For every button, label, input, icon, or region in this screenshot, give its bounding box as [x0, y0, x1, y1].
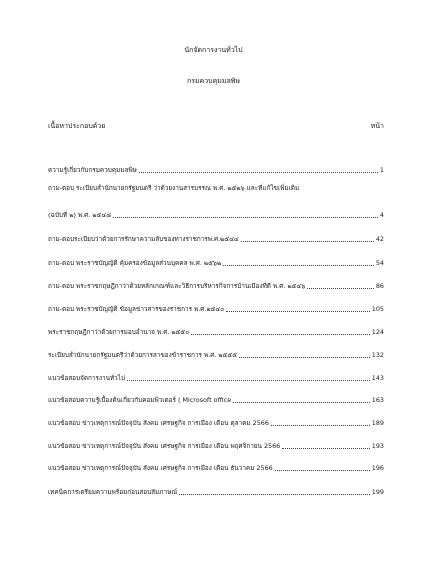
toc-leader [127, 380, 370, 381]
toc-entry [48, 235, 384, 244]
toc-entry-label: ถาม-ตอบระเบียบว่าด้วยการรักษาความลับของทางราชการพ.ศ.๒๕๔๔ [48, 235, 239, 243]
toc-entry-label: (ฉบับที่ ๒) พ.ศ. ๒๕๔๘ [48, 211, 112, 219]
toc-entry-label: แนวข้อสอบความรู้เบื้องต้นเกี่ยวกับคอมพิวเตอร์ ( Microsoft office [48, 396, 232, 404]
toc-entry-page: 4 [379, 211, 384, 219]
toc-entry-label: ถาม-ตอบ พระราชบัญญัติ คุ้มครองข้อมูลส่วนบุคคล พ.ศ. ๒๕๖๒ [48, 259, 222, 267]
toc-entry-page: 86 [375, 282, 384, 290]
toc-entry-label: แนวข้อสอบ ข่าวเหตุการณ์ปัจจุบัน สังคม เศรษฐกิจ การเมือง เดือน ตุลาคม 2566 [48, 419, 269, 427]
toc-entry-page: 189 [371, 419, 384, 427]
document-subtitle: กรมควบคุมมลพิษ [186, 77, 241, 85]
toc-entry-page: 196 [371, 464, 384, 472]
toc-leader [113, 217, 378, 218]
toc-entry-page: 124 [371, 328, 384, 336]
toc-entry [48, 396, 384, 405]
toc-leader [307, 288, 374, 289]
toc-leader [139, 172, 378, 173]
toc-leader [239, 357, 370, 358]
toc-entry [48, 351, 384, 360]
toc-entry-page: 42 [375, 235, 384, 243]
toc-entry-label: ถาม-ตอบ พระราชกฤษฎีกาว่าด้วยหลักเกณฑ์และวิธีการบริหารกิจการบ้านเมืองที่ดี พ.ศ. ๒๕๔๖ [48, 282, 306, 290]
toc-leader [241, 241, 374, 242]
toc-entry-page: 193 [371, 442, 384, 450]
toc-leader [271, 425, 370, 426]
toc-entry [48, 442, 384, 451]
toc-leader [191, 334, 370, 335]
toc-entry-page: 54 [375, 259, 384, 267]
toc-entry [48, 305, 384, 314]
document-title: นักจัดการงานทั่วไป [184, 46, 243, 54]
toc-entry-label: เทคนิคการเตรียมความพร้อมก่อนสอบสัมภาษณ์ [48, 488, 178, 496]
toc-entry-page: 163 [371, 396, 384, 404]
toc-leader [179, 494, 370, 495]
toc-entry-label: พระราชกฤษฎีกาว่าด้วยการมอบอำนาจ พ.ศ. ๒๕๕๐ [48, 328, 190, 336]
toc-entry-label: แนวข้อสอบจัดการงานทั่วไป [48, 374, 126, 382]
toc-entry-page: 132 [371, 351, 384, 359]
toc-entry [48, 211, 384, 220]
toc-leader [223, 265, 374, 266]
toc-entry-page: 105 [371, 305, 384, 313]
toc-entry [48, 374, 384, 383]
toc-entry-page: 199 [371, 488, 384, 496]
toc-leader [282, 448, 370, 449]
toc-leader [233, 402, 370, 403]
toc-leader [226, 311, 370, 312]
toc-entry-label: แนวข้อสอบ ข่าวเหตุการณ์ปัจจุบัน สังคม เศรษฐกิจ การเมือง เดือน ธันวาคม 2566 [48, 464, 273, 472]
toc-entry-page: 143 [371, 374, 384, 382]
toc-leader [275, 470, 370, 471]
contents-heading: เนื้อหาประกอบด้วย [48, 122, 106, 130]
toc-entry-label: ความรู้เกี่ยวกับกรมควบคุมมลพิษ [48, 166, 137, 174]
toc-entry [48, 259, 384, 268]
toc-entry-label-line1: ถาม-ตอบ ระเบียบสำนักนายกรัฐมนตรี ว่าด้วยงานสารบรรณ พ.ศ. ๒๕๒๖ และที่แก้ไขเพิ่มเติม [48, 184, 300, 192]
toc-entry-label: แนวข้อสอบ ข่าวเหตุการณ์ปัจจุบัน สังคม เศรษฐกิจ การเมือง เดือน พฤศจิกายน 2566 [48, 442, 281, 450]
toc-entry [48, 488, 384, 497]
toc-entry [48, 282, 384, 291]
toc-entry [48, 328, 384, 337]
toc-entry-page: 1 [379, 166, 384, 174]
toc-entry [48, 166, 384, 175]
toc-entry [48, 419, 384, 428]
toc-entry-label: ถาม-ตอบ พระราชบัญญัติ ข้อมูลข่าวสารของราชการ พ.ศ.๒๕๔๐ [48, 305, 225, 313]
page-column-heading: หน้า [370, 122, 384, 130]
toc-entry-label: ระเบียบสำนักนายกรัฐมนตรีว่าด้วยการลาของข้าราชการ พ.ศ. ๒๕๕๕ [48, 351, 238, 359]
toc-entry [48, 464, 384, 473]
